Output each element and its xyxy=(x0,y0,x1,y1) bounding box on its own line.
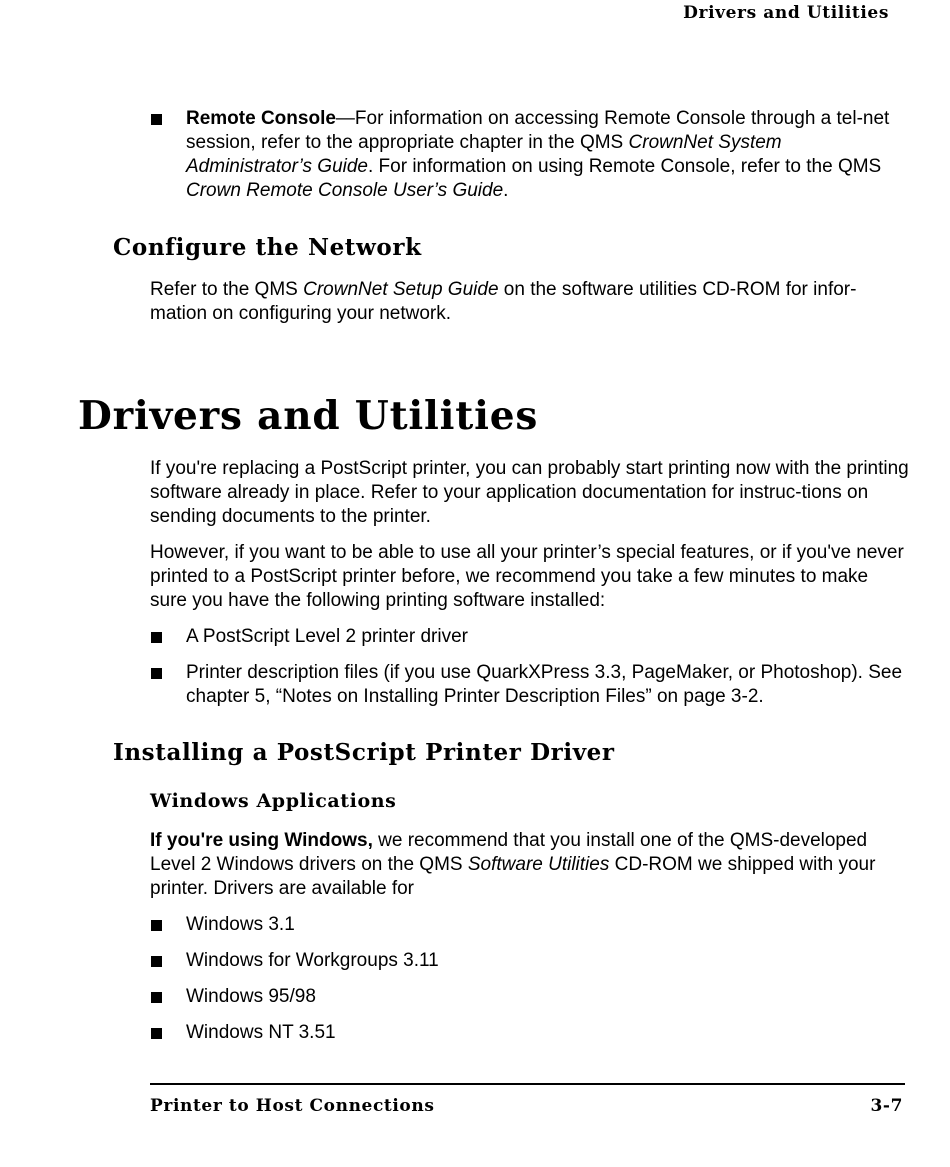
remote-console-text: . For information on using Remote Console, refer to the QMS xyxy=(367,156,882,177)
guide-title: Crown Remote Console User’s Guide xyxy=(186,180,504,201)
list-item-text: Windows 3.1 xyxy=(186,914,295,935)
list-item-text: Windows NT 3.51 xyxy=(186,1022,336,1043)
drivers-utilities-heading: Drivers and Utilities xyxy=(78,393,539,439)
guide-title: CrownNet System Administrator’s Guide xyxy=(186,132,782,177)
list-item xyxy=(150,625,910,649)
square-bullet-icon xyxy=(151,920,162,931)
square-bullet-icon xyxy=(151,668,162,679)
windows-applications-heading: Windows Applications xyxy=(150,790,397,812)
list-item xyxy=(150,949,910,973)
square-bullet-icon xyxy=(151,1028,162,1039)
software-list xyxy=(150,625,910,709)
remote-console-text: —For information on accessing Remote Console through a tel-net session, refer to the appropriate chapter in the QMS xyxy=(186,108,890,153)
installing-driver-heading: Installing a PostScript Printer Driver xyxy=(113,739,615,766)
configure-network-paragraph xyxy=(150,278,910,326)
guide-title: CrownNet Setup Guide xyxy=(303,279,499,300)
windows-versions-list xyxy=(150,913,910,1045)
remote-console-label: Remote Console xyxy=(186,108,336,129)
list-item-text: Windows for Workgroups 3.11 xyxy=(186,950,439,971)
paragraph-text: on the software utilities CD-ROM for infor-mation on configuring your network. xyxy=(150,279,857,324)
paragraph-text: Refer to the QMS xyxy=(150,279,304,300)
cd-title: Software Utilities xyxy=(467,854,610,875)
paragraph-text: we recommend that you install one of the QMS-developed Level 2 Windows drivers on the QMS xyxy=(150,830,868,875)
list-item-text: Windows 95/98 xyxy=(186,986,316,1007)
list-item xyxy=(150,661,910,709)
list-item xyxy=(150,1021,910,1045)
square-bullet-icon xyxy=(151,632,162,643)
list-item-text: Printer description files (if you use QuarkXPress 3.3, PageMaker, or Photoshop). See chapter 5, “Notes on Installing Printer Description Files” on page 3-2. xyxy=(186,662,903,707)
footer-rule xyxy=(150,1083,905,1085)
footer-chapter-title: Printer to Host Connections xyxy=(150,1096,435,1116)
list-item xyxy=(150,913,910,937)
drivers-paragraph-2: However, if you want to be able to use all your printer’s special features, or if you've never printed to a PostScript printer before, we recommend you take a few minutes to make sure you have the following printing software installed: xyxy=(150,542,904,611)
square-bullet-icon xyxy=(151,114,162,125)
configure-network-heading: Configure the Network xyxy=(113,234,422,261)
list-item xyxy=(150,985,910,1009)
remote-console-list xyxy=(150,107,910,203)
list-item xyxy=(150,107,910,203)
list-item-text: A PostScript Level 2 printer driver xyxy=(186,626,468,647)
windows-paragraph xyxy=(150,829,910,901)
drivers-paragraph-1: If you're replacing a PostScript printer, you can probably start printing now with the printing software already in place. Refer to your application documentation for instruc-tions on sending documents to the printer. xyxy=(150,458,909,527)
page-number: 3-7 xyxy=(870,1096,903,1116)
square-bullet-icon xyxy=(151,956,162,967)
paragraph-text: CD-ROM we shipped with your printer. Drivers are available for xyxy=(150,854,876,899)
lead-in: If you're using Windows, xyxy=(150,830,373,851)
running-header: Drivers and Utilities xyxy=(683,3,889,23)
square-bullet-icon xyxy=(151,992,162,1003)
remote-console-text: . xyxy=(503,180,509,201)
